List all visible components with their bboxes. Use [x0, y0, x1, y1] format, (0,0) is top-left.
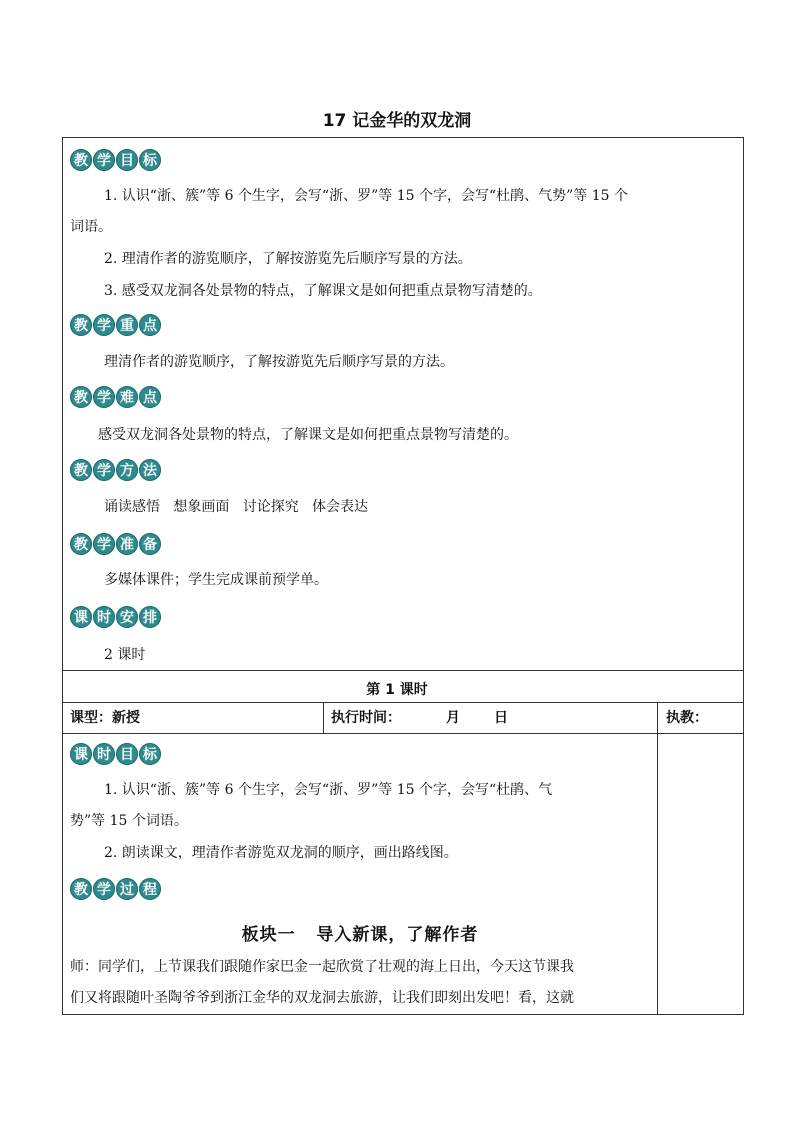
- badge-char: 学: [93, 386, 115, 408]
- badge-char: 程: [139, 878, 161, 900]
- badge-char: 标: [139, 149, 161, 171]
- lesson-title: 第 1 课时: [366, 682, 428, 698]
- badge-char: 方: [116, 459, 138, 481]
- lesson-goal-line-1: 1. 认识“浙、簇”等 6 个生字，会写“浙、罗”等 15 个字，会写“杜鹃、气: [104, 782, 553, 798]
- badge-char: 学: [93, 459, 115, 481]
- badge-char: 安: [116, 606, 138, 628]
- document-title: 17 记金华的双龙洞: [322, 111, 472, 131]
- key-point-text: 理清作者的游览顺序，了解按游览先后顺序写景的方法。: [104, 354, 454, 370]
- badge-char: 过: [116, 878, 138, 900]
- badge-char: 教: [70, 149, 92, 171]
- goal-line-1-cont: 词语。: [70, 219, 112, 235]
- month-label: 月: [446, 710, 460, 726]
- badge-char: 标: [139, 743, 161, 765]
- badge-char: 目: [116, 743, 138, 765]
- lesson-type: 课型：新授: [70, 710, 140, 726]
- teacher-label: 执教：: [666, 710, 708, 726]
- section-head-goals: [70, 149, 161, 171]
- badge-char: 课: [70, 606, 92, 628]
- lesson-meta-row: [62, 702, 744, 734]
- goal-line-3: 3. 感受双龙洞各处景物的特点，了解课文是如何把重点景物写清楚的。: [104, 283, 542, 299]
- meta-divider: [323, 702, 324, 734]
- badge-char: 重: [116, 314, 138, 336]
- badge-char: 教: [70, 459, 92, 481]
- badge-char: 目: [116, 149, 138, 171]
- goal-line-2: 2. 理清作者的游览顺序，了解按游览先后顺序写景的方法。: [104, 251, 472, 267]
- badge-char: 准: [116, 533, 138, 555]
- badge-char: 课: [70, 743, 92, 765]
- section-head-lesson-goals: [70, 743, 161, 765]
- prep-text: 多媒体课件；学生完成课前预学单。: [104, 572, 328, 588]
- goal-line-1: 1. 认识“浙、簇”等 6 个生字，会写“浙、罗”等 15 个字，会写“杜鹃、气势”等 15 个: [104, 188, 628, 204]
- badge-char: 时: [93, 743, 115, 765]
- meta-divider: [657, 702, 658, 734]
- badge-char: 排: [139, 606, 161, 628]
- section-head-key: [70, 314, 161, 336]
- badge-char: 教: [70, 878, 92, 900]
- section-head-prep: [70, 533, 161, 555]
- badge-char: 法: [139, 459, 161, 481]
- time-label: 执行时间：: [331, 710, 401, 726]
- badge-char: 备: [139, 533, 161, 555]
- difficult-point-text: 感受双龙洞各处景物的特点，了解课文是如何把重点景物写清楚的。: [98, 427, 518, 443]
- badge-char: 学: [93, 533, 115, 555]
- section-head-process: [70, 878, 161, 900]
- lesson-goal-line-1-cont: 势”等 15 个词语。: [70, 813, 188, 829]
- notes-column-divider: [657, 733, 658, 1015]
- badge-char: 学: [93, 878, 115, 900]
- badge-char: 时: [93, 606, 115, 628]
- section-head-method: [70, 459, 161, 481]
- badge-char: 点: [139, 314, 161, 336]
- section-head-schedule: [70, 606, 161, 628]
- body-line-1: 师：同学们，上节课我们跟随作家巴金一起欣赏了壮观的海上日出，今天这节课我: [70, 959, 574, 975]
- section-head-difficult: [70, 386, 161, 408]
- plan-overview-box: [62, 137, 744, 671]
- badge-char: 学: [93, 149, 115, 171]
- badge-char: 教: [70, 386, 92, 408]
- body-line-2: 们又将跟随叶圣陶爷爷到浙江金华的双龙洞去旅游，让我们即刻出发吧！看，这就: [70, 990, 574, 1006]
- badge-char: 教: [70, 533, 92, 555]
- badge-char: 点: [139, 386, 161, 408]
- method-text: 诵读感悟 想象画面 讨论探究 体会表达: [104, 499, 369, 515]
- schedule-text: 2 课时: [104, 647, 146, 663]
- badge-char: 教: [70, 314, 92, 336]
- day-label: 日: [494, 710, 508, 726]
- block-title: 板块一 导入新课，了解作者: [241, 925, 479, 945]
- lesson-goal-line-2: 2. 朗读课文，理清作者游览双龙洞的顺序，画出路线图。: [104, 845, 458, 861]
- badge-char: 难: [116, 386, 138, 408]
- badge-char: 学: [93, 314, 115, 336]
